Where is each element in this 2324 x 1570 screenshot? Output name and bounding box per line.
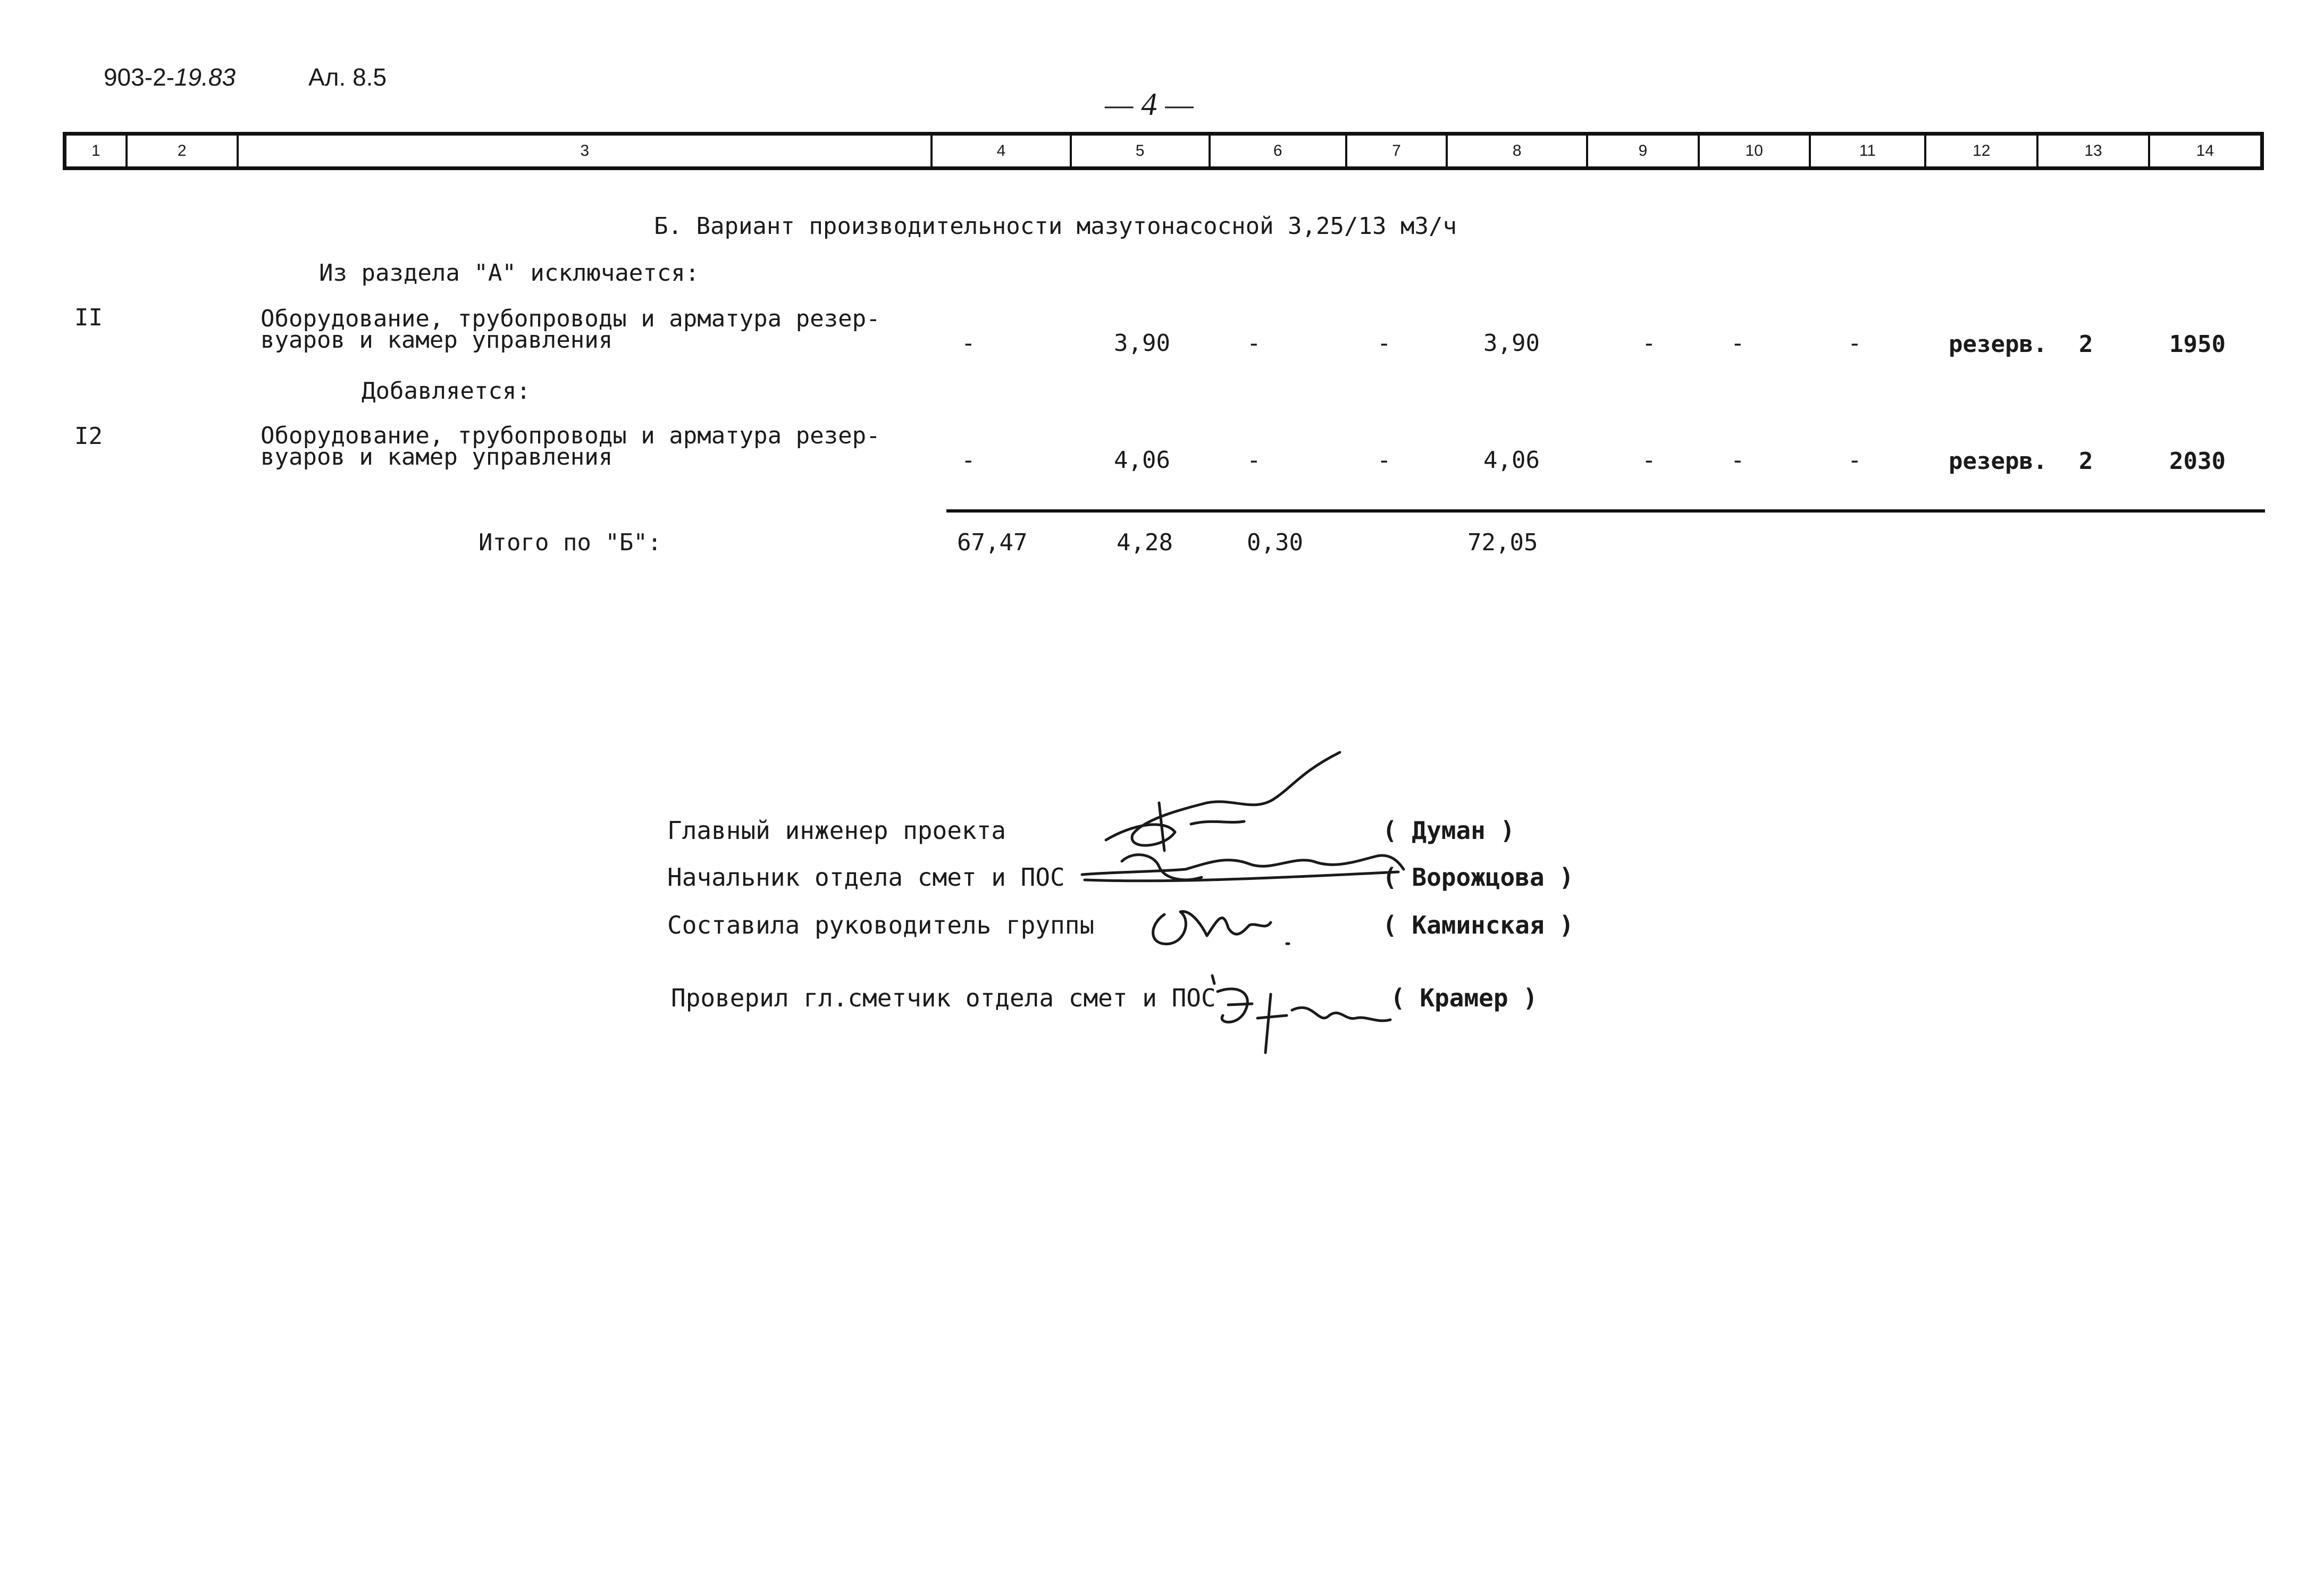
signatory-role: Главный инженер проекта: [667, 816, 1006, 845]
total-col5: 4,28: [1117, 529, 1173, 556]
cell-col13: 2: [2079, 448, 2093, 475]
column-number: 10: [1700, 136, 1811, 166]
total-col4: 67,47: [957, 529, 1028, 556]
document-code: [104, 63, 236, 91]
cell-col13: 2: [2079, 331, 2093, 358]
cell-col9: -: [1642, 330, 1656, 357]
row-description-line: вуаров и камер управления: [261, 443, 613, 471]
signatory-name: ( Ворожцова ): [1382, 863, 1574, 892]
row-number: II: [74, 304, 103, 331]
cell-col6: -: [1247, 447, 1261, 474]
signature-chief-estimator: [1207, 973, 1398, 1063]
section-title: Б. Вариант производительности мазутонасосной 3,25/13 м3/ч: [654, 213, 1457, 240]
signatory-name: ( Думан ): [1382, 816, 1515, 845]
row-description: [261, 305, 880, 354]
cell-col10: -: [1731, 447, 1745, 474]
column-number: 11: [1811, 136, 1926, 166]
cell-col11: -: [1848, 447, 1862, 474]
signatory-role: Составила руководитель группы: [667, 911, 1095, 939]
column-number: 13: [2038, 136, 2150, 166]
cell-col14: 2030: [2169, 448, 2226, 475]
cell-col11: -: [1848, 330, 1862, 357]
cell-col6: -: [1247, 330, 1261, 357]
signatory-role: Проверил гл.сметчик отдела смет и ПОС: [671, 984, 1216, 1012]
column-number: 4: [933, 136, 1071, 166]
total-col8: 72,05: [1467, 529, 1538, 556]
total-col6: 0,30: [1247, 529, 1303, 556]
column-number: 12: [1926, 136, 2038, 166]
column-number: 6: [1211, 136, 1347, 166]
column-number: 8: [1448, 136, 1588, 166]
cell-col10: -: [1731, 330, 1745, 357]
cell-col7: -: [1377, 330, 1391, 357]
cell-col4: -: [961, 447, 976, 474]
cell-col14: 1950: [2169, 331, 2226, 358]
document-code-prefix: 903-2-: [104, 63, 174, 91]
column-number: 9: [1588, 136, 1699, 166]
column-number: 1: [66, 136, 128, 166]
cell-col12: резерв.: [1949, 448, 2048, 475]
signature-group-leader: [1143, 899, 1313, 957]
cell-col4: -: [961, 330, 976, 357]
signature-head-of-estimates-department: [1079, 840, 1409, 904]
cell-col5: 3,90: [1114, 330, 1170, 357]
row-description-line: вуаров и камер управления: [261, 326, 613, 354]
document-code-handwritten: 19.83: [174, 63, 236, 91]
row-description: [261, 422, 880, 471]
page-number: — 4 —: [1105, 87, 1194, 122]
signatory-name: ( Каминская ): [1382, 911, 1574, 939]
row-description-line: Оборудование, трубопроводы и арматура резер-: [261, 305, 880, 332]
column-header-row: [63, 132, 2264, 170]
cell-col9: -: [1642, 447, 1656, 474]
column-number: 3: [239, 136, 933, 166]
added-label: Добавляется:: [362, 377, 531, 405]
total-label: Итого по "Б":: [479, 529, 662, 556]
cell-col7: -: [1377, 447, 1391, 474]
signatory-role: Начальник отдела смет и ПОС: [667, 863, 1065, 892]
excluded-label: Из раздела "А" исключается:: [319, 259, 700, 287]
column-number: 7: [1347, 136, 1448, 166]
signatory-name: ( Крамер ): [1390, 984, 1538, 1012]
cell-col12: резерв.: [1949, 331, 2048, 358]
sheet-label: Ал. 8.5: [308, 63, 387, 91]
total-divider: [946, 509, 2265, 513]
cell-col5: 4,06: [1114, 447, 1170, 474]
column-number: 14: [2196, 142, 2214, 159]
cell-col8: 4,06: [1483, 447, 1540, 474]
row-number: I2: [74, 423, 103, 450]
column-number: 2: [128, 136, 239, 166]
column-number: 5: [1072, 136, 1211, 166]
row-description-line: Оборудование, трубопроводы и арматура резер-: [261, 422, 880, 449]
cell-col8: 3,90: [1483, 330, 1540, 357]
